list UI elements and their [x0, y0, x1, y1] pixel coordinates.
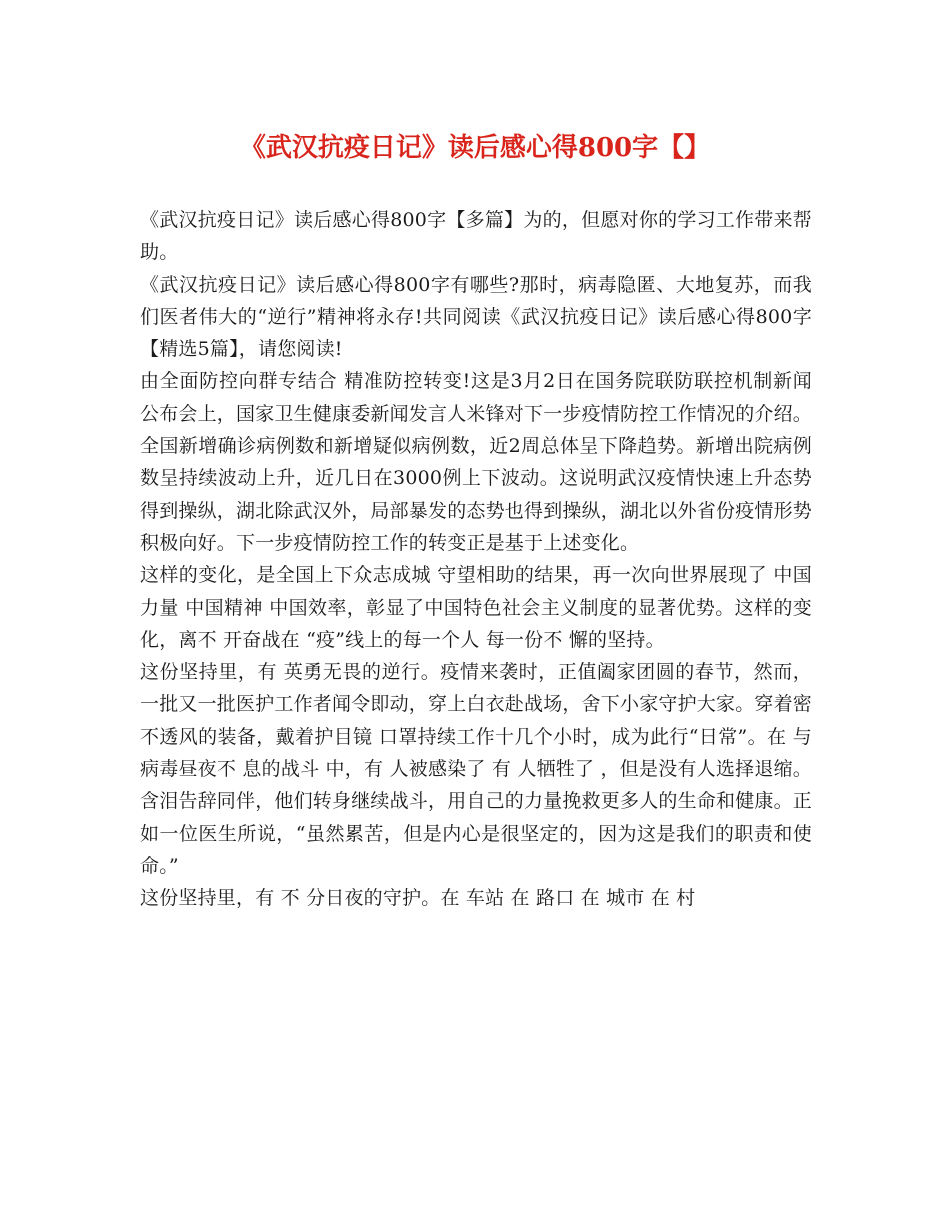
- document-body: [140, 204, 812, 915]
- paragraph-statistics: 全国新增确诊病例数和新增疑似病例数，近2周总体呈下降趋势。新增出院病例数呈持续波动上升，近几日在3000例上下波动。这说明武汉疫情快速上升态势得到操纵，湖北除武汉外，局部暴发的态势也得到操纵，湖北以外省份疫情形势积极向好。下一步疫情防控工作的转变正是基于上述变化。: [140, 435, 813, 554]
- paragraph-guardians: 这份坚持里，有 不 分日夜的守护。在 车站 在 路口 在 城市 在 村: [140, 887, 696, 910]
- paragraph-intro: 《武汉抗疫日记》读后感心得800字【多篇】为的，但愿对你的学习工作带来帮助。: [140, 209, 812, 264]
- paragraph-summary: 《武汉抗疫日记》读后感心得800字有哪些?那时，病毒隐匿、大地复苏，而我们医者伟大的“逆行”精神将永存!共同阅读《武汉抗疫日记》读后感心得800字【精选5篇】，请您阅读!: [140, 273, 812, 361]
- paragraph-policy-shift: 由全面防控向群专结合 精准防控转变!这是3月2日在国务院联防联控机制新闻公布会上，国家卫生健康委新闻发言人米锋对下一步疫情防控工作情况的介绍。: [140, 370, 813, 425]
- document-title: 《武汉抗疫日记》读后感心得800字【】: [239, 133, 711, 163]
- paragraph-national-effort: 这样的变化，是全国上下众志成城 守望相助的结果，再一次向世界展现了 中国力量 中国精神 中国效率，彰显了中国特色社会主义制度的显著优势。这样的变化，离不 开奋战在 “疫”线上的每一个人 每一份不 懈的坚持。: [140, 564, 812, 651]
- paragraph-brave-medics: 这份坚持里，有 英勇无畏的逆行。疫情来袭时，正值阖家团圆的春节，然而，一批又一批医护工作者闻令即动，穿上白衣赴战场，舍下小家守护大家。穿着密不透风的装备，戴着护目镜 口罩持续工作十几个小时，成为此行“日常”。在 与病毒昼夜不 息的战斗 中，有 人被感染了 有 人牺牲了 ，但是没有人选择退缩。含泪告辞同伴，他们转身继续战斗，用自己的力量挽救更多人的生命和健康。正如一位医生所说，“虽然累苦，但是内心是很坚定的，因为这是我们的职责和使命。”: [140, 661, 813, 877]
